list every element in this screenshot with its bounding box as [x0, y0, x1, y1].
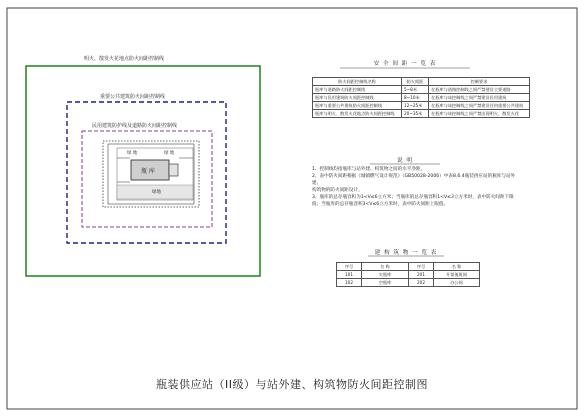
header-cell: 控制要求: [429, 78, 530, 86]
open-fire-zone-label: 明火、散发火花地点防火间距控制线: [84, 56, 165, 62]
table-cell: 20~35米: [402, 110, 429, 118]
header-cell: 防火间距控制线名称: [313, 78, 402, 86]
safety-table: [312, 77, 530, 118]
note-line: 2、表中防火间距根据《城镇燃气设计规范》（GB50028-2006）中表8.6.4瓶装供应站的瓶库与站外建、: [312, 174, 516, 186]
drawing-title: 瓶装供应站（II级）与站外建、构筑物防火间距控制图: [156, 378, 428, 391]
table-row: [313, 94, 530, 102]
table-cell: 在瓶库与该控制线之间严禁出现明火、散发火花: [429, 110, 530, 118]
header-cell: 名 称: [362, 263, 409, 271]
green-label-right: 绿 地: [164, 151, 175, 156]
table-header-row: [337, 263, 480, 271]
table-row: [313, 110, 530, 118]
table-cell: 12~25米: [402, 102, 429, 110]
notes-title: 说 明: [397, 158, 413, 164]
table-cell: 实瓶库: [362, 271, 409, 279]
table-row: [337, 271, 480, 279]
header-cell: 名 称: [434, 263, 480, 271]
warehouse-label: 瓶 库: [141, 168, 155, 175]
table-cell: 201: [409, 271, 434, 279]
note-line: 构筑物的防火间距设计。: [312, 188, 363, 193]
public-building-zone-label: 重要公共建筑防火间距控制线: [100, 94, 166, 100]
table-row: [313, 102, 530, 110]
table-cell: 开票值班间: [434, 271, 480, 279]
green-label-left: 绿 地: [127, 151, 138, 156]
header-cell: 序号: [337, 263, 362, 271]
table-row: [313, 86, 530, 94]
table-cell: 瓶库与明火、散发火花地点防火间距控制线: [313, 110, 402, 118]
warehouse-annex: [169, 164, 178, 176]
table-cell: 瓶库与民用建筑防火间距控制线: [313, 94, 402, 102]
table-cell: 办公间: [434, 279, 480, 287]
table-cell: 102: [337, 279, 362, 287]
table-cell: 5~8米: [402, 86, 429, 94]
header-cell: 序号: [409, 263, 434, 271]
table-cell: 空瓶库: [362, 279, 409, 287]
safety-table-title: 安 全 间 距 一 览 表: [373, 61, 437, 67]
table-row: [337, 279, 480, 287]
table-cell: 在瓶库与道路控制线之间严禁建设主要道路: [429, 86, 530, 94]
table-cell: 8~10米: [402, 94, 429, 102]
building-table: [336, 262, 480, 287]
table-cell: 在瓶库与该控制线之间严禁建设民用建筑: [429, 94, 530, 102]
header-cell: 防火间距: [402, 78, 429, 86]
table-cell: 瓶库与道路防火间距控制线: [313, 86, 402, 94]
table-cell: 瓶库与重要公共建筑防火间距控制线: [313, 102, 402, 110]
civil-building-zone-label: 民用建筑防护线及道路防火间距控制线: [92, 123, 178, 129]
note-line: 值；当瓶库的总存瓶容积3<V≤6立方米时，表中防火间距上限值。: [312, 202, 449, 207]
table-cell: 101: [337, 271, 362, 279]
table-header-row: [313, 78, 530, 86]
building-table-title: 建 构 筑 物 一 览 表: [374, 250, 438, 256]
note-line: 1、控制线均指瓶库与站外建、构筑物之间的水平净距。: [312, 167, 426, 172]
sheet-border: [7, 8, 577, 409]
table-cell: 在瓶库与该控制线之间严禁建设任何重要公共建筑: [429, 102, 530, 110]
table-cell: 202: [409, 279, 434, 287]
notes-body: [312, 166, 522, 208]
note-line: 3、瓶库的总存瓶容积为1<V≤6立方米；当瓶库的总存瓶容积1<V≤3立方米时，表中防火间距下限: [312, 195, 514, 200]
green-label-bottom: 绿地: [152, 190, 161, 195]
